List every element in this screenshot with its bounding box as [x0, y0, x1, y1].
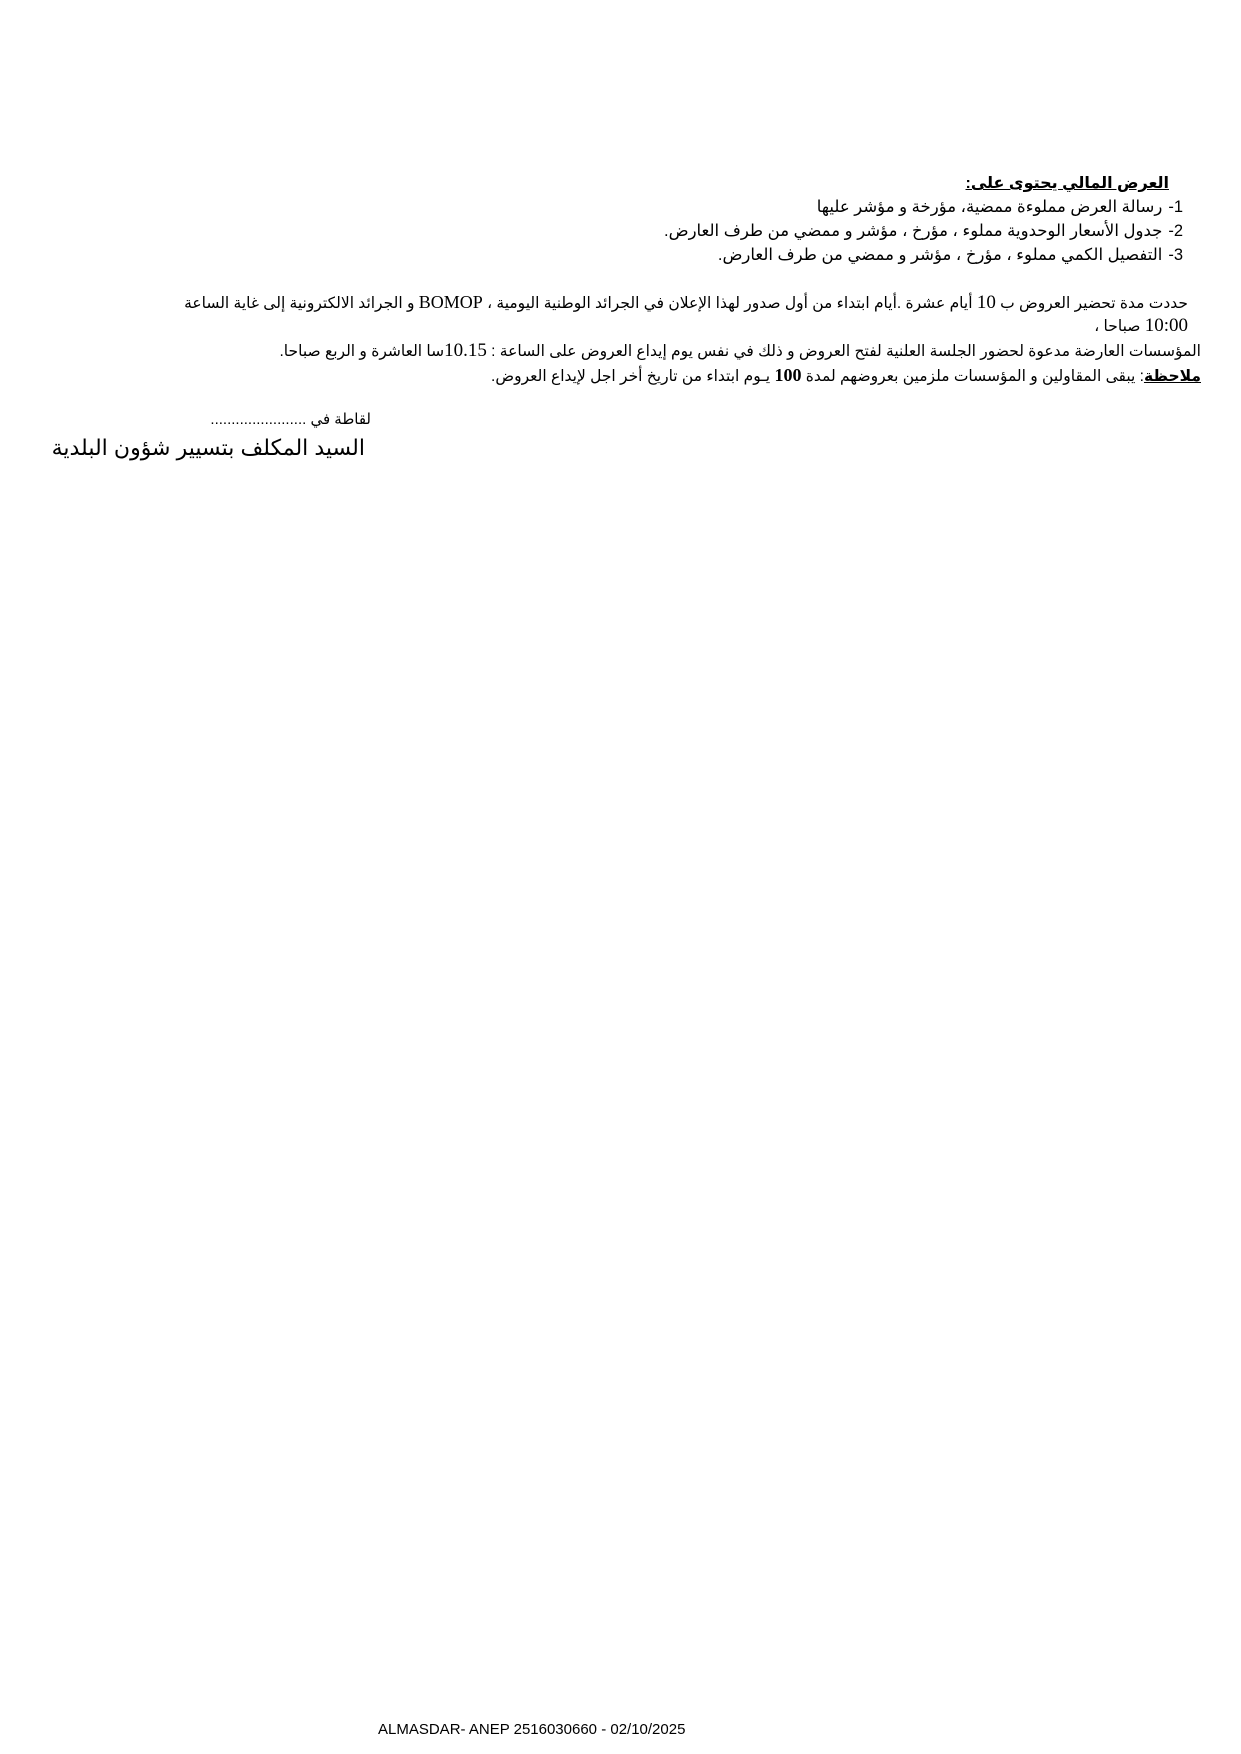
note-text-b: يـوم ابتداء من تاريخ أخر اجل لإيداع العروض. [491, 368, 775, 385]
opening-text-a: المؤسسات العارضة مدعوة لحضور الجلسة العلنية لفتح العروض و ذلك في نفس يوم إيداع العروض على الساعة : [486, 343, 1201, 360]
opening-session-line [279, 341, 1201, 362]
list-item [718, 245, 1183, 265]
place-date-line [210, 410, 371, 430]
financial-offer-heading [966, 174, 1170, 194]
list-item-number: -2 [1168, 222, 1183, 240]
deadline-days-number: 10 [976, 292, 996, 313]
bomop-label: BOMOP [418, 292, 483, 312]
list-item-text: رسالة العرض مملوءة ممضية، مؤرخة و مؤشر عليها [816, 198, 1163, 216]
list-item [664, 221, 1183, 241]
signatory-title-text: السيد المكلف بتسيير شؤون البلدية [51, 435, 365, 460]
list-item-number: -1 [1168, 198, 1183, 216]
list-item-number: -3 [1168, 246, 1183, 264]
list-item-text: جدول الأسعار الوحدوية مملوء ، مؤرخ ، مؤشر و ممضي من طرف العارض. [664, 222, 1163, 240]
note-text-a: : يبقى المقاولين و المؤسسات ملزمين بعروضهم لمدة [801, 368, 1144, 385]
signatory-title [52, 434, 365, 462]
financial-offer-heading-text: العرض المالي يحتوى على: [965, 175, 1169, 192]
deadline-text-c: و الجرائد الالكترونية إلى غاية الساعة [184, 295, 419, 312]
note-line [491, 365, 1201, 387]
note-days: 100 [774, 365, 802, 385]
deadline-text-rest: صباحا ، [1094, 318, 1145, 335]
list-item-text: التفصيل الكمي مملوء ، مؤرخ ، مؤشر و ممضي من طرف العارض. [717, 246, 1163, 264]
footer-reference [378, 1721, 685, 1738]
deadline-text-a: حددت مدة تحضير العروض ب [995, 295, 1188, 312]
opening-text-b: سا العاشرة و الربع صباحا. [279, 343, 445, 360]
place-date-text: لقاطة في ....................... [210, 411, 371, 428]
deadline-line-1 [184, 292, 1188, 314]
list-item [817, 197, 1183, 217]
opening-time: 10.15 [444, 340, 487, 361]
note-label: ملاحظة [1143, 368, 1201, 385]
deadline-time: 10:00 [1144, 315, 1188, 336]
footer-reference-text: ALMASDAR- ANEP 2516030660 - 02/10/2025 [378, 1721, 686, 1738]
deadline-text-b: أيام عشرة .أيام ابتداء من أول صدور لهذا الإعلان في الجرائد الوطنية اليومية ، [482, 295, 977, 312]
deadline-line-2 [1094, 316, 1188, 337]
